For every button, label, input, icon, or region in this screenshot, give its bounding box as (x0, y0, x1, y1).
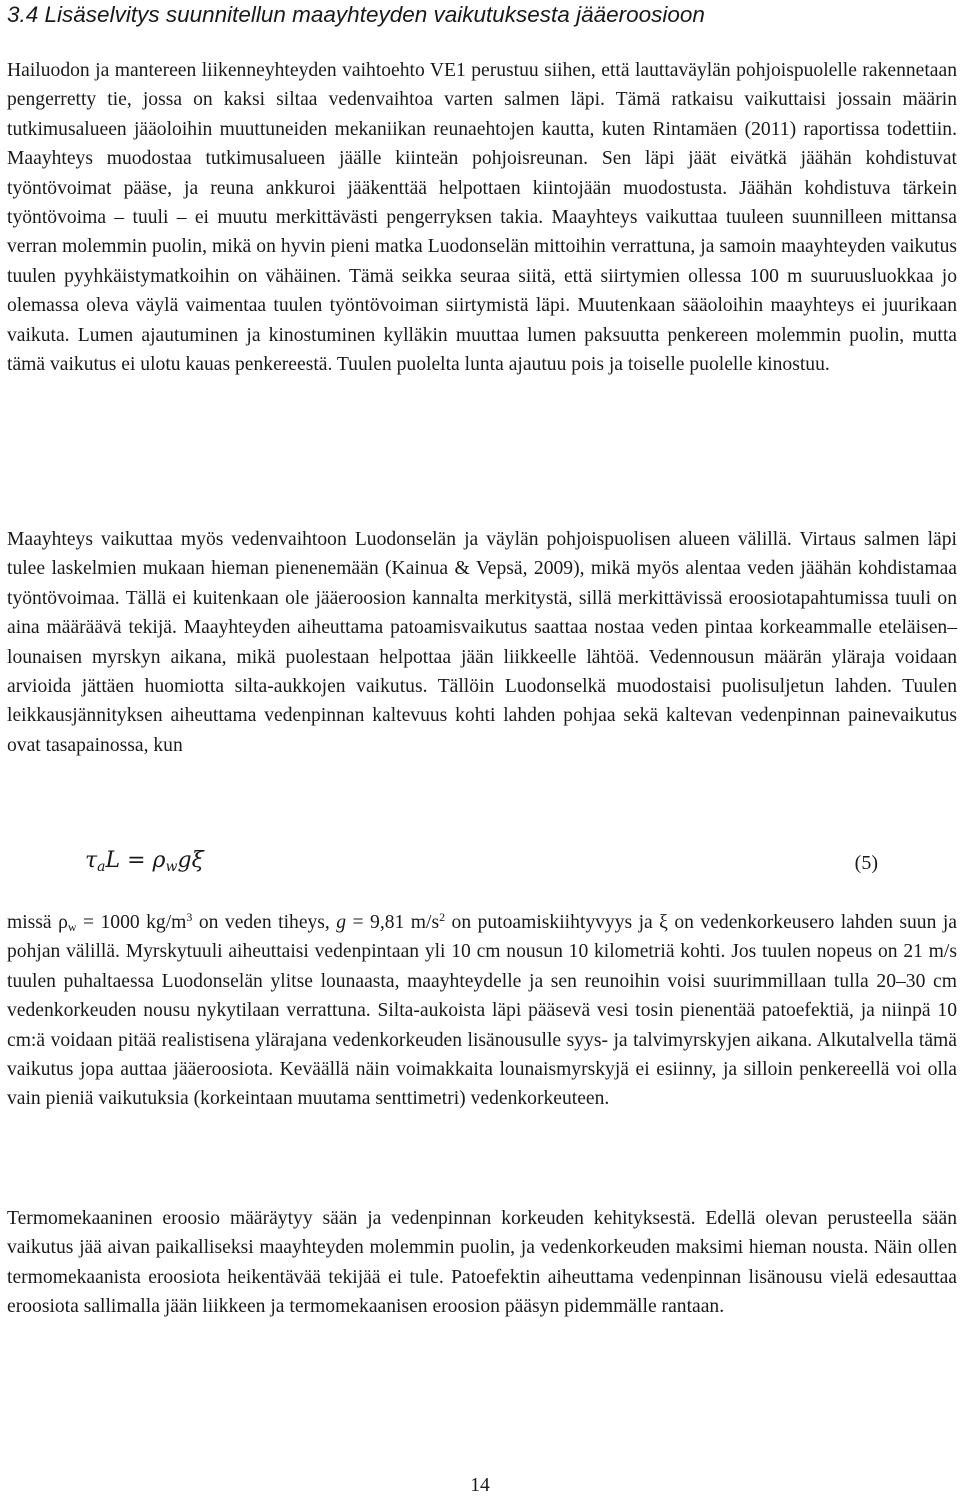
paragraph-4: Termomekaaninen eroosio määräytyy sään ja vedenpinnan korkeuden kehityksestä. Edellä olevan perusteella sään vaikutus jää aivan paikalliseksi maayhteyden molemmin puolin, ja vedenkorkeuden maksimi hieman nousta. Näin ollen termomekaanista eroosiota heikentävää tekijää ei tule. Patoefektin aiheuttama vedenpinnan lisänousu vielä edesauttaa eroosiota sallimalla jään liikkeen ja termomekaanisen eroosion pääsyn pidemmälle rantaan. (7, 1208, 957, 1318)
p3-g-symbol: g (336, 912, 347, 933)
p3-part5: on putoamiskiihtyvyys ja ξ on vedenkorkeusero lahden suun ja pohjan välillä. Myrskytuuli aiheuttaisi vedenpintaan yli 10 cm nousun 10 kilometriä kohti. Jos tuulen nopeus on 21 m/s tuulen puhaltaessa Luodonselän ylitse lounaasta, maayhteydelle ja sen reunoihin voisi suurimmillaan tulla 20–30 cm vedenkorkeuden nousu nykytilaan verrattuna. Silta-aukoista läpi pääsevä vesi tosin pienentää patoefektiä, ja niinpä 10 cm:ä voidaan pitää realistisena ylärajana vedenkorkeuden lisänousulle syys- ja talvimyrskyjen aikana. Alkutalvella tämä vaikutus jopa auttaa jääeroosiota. Keväällä näin voimakkaita lounaismyrskyjä ei esiinny, ja silloin penkereellä voi olla vain pieniä vaikutuksia (korkeintaan muutama senttimetri) vedenkorkeuteen. (7, 912, 957, 1110)
p3-part2: = 1000 kg/m (76, 912, 187, 933)
p3-part4: = 9,81 m/s (346, 912, 440, 933)
equation-rho-subscript: w (165, 859, 178, 875)
section-heading: 3.4 Lisäselvitys suunnitellun maayhteyden vaikutuksesta jääeroosioon (7, 2, 705, 27)
paragraph-2: Maayhteys vaikuttaa myös vedenvaihtoon Luodonselän ja väylän pohjoispuolisen alueen välillä. Virtaus salmen läpi tulee laskelmien mukaan hieman pienenemään (Kainua & Vepsä, 2009), mikä myös alentaa veden jäähän kohdistamaa työntövoimaa. Tällä ei kuitenkaan ole jääeroosion kannalta merkitystä, sillä merkittävissä eroosiotapahtumissa tuuli on aina määräävä tekijä. Maayhteyden aiheuttama patoamisvaikutus saattaa nostaa veden pintaa korkeammalle eteläisen–lounaisen myrskyn aikana, mikä puolestaan helpottaa jään liikkeelle lähtöä. Vedennousun määrän yläraja voidaan arvioida jättäen huomiotta silta-aukkojen vaikutus. Tällöin Luodonselkä muodostaisi puolisuljetun lahden. Tuulen leikkausjännityksen aiheuttama vedenpinnan kaltevuus kohti lahden pohjaa sekä kaltevan vedenpinnan painevaikutus ovat tasapainossa, kun (7, 529, 957, 756)
paragraph-3 (7, 908, 957, 1114)
p3-rho-subscript: w (67, 920, 77, 934)
equation-5 (85, 846, 204, 882)
equation-tau-subscript: a (97, 859, 106, 875)
equation-tau: τ (85, 848, 98, 873)
p3-part3: on veden tiheys, (192, 912, 337, 933)
equation-middle: L = ρ (105, 848, 166, 873)
p3-exponent-2: 2 (439, 910, 446, 924)
page-number: 14 (470, 1475, 490, 1496)
p3-part1: missä ρ (7, 912, 68, 933)
equation-number: (5) (854, 852, 878, 874)
p3-exponent-3: 3 (186, 910, 193, 924)
paragraph-1: Hailuodon ja mantereen liikenneyhteyden vaihtoehto VE1 perustuu siihen, että lauttaväylän pohjoispuolelle rakennetaan pengerretty tie, jossa on kaksi siltaa vedenvaihtoa varten salmen läpi. Tämä ratkaisu vaikuttaisi jossain määrin tutkimusalueen jääoloihin muuttuneiden mekaniikan reunaehtojen kautta, kuten Rintamäen (2011) raportissa todettiin. Maayhteys muodostaa tutkimusalueen jäälle kiinteän pohjoisreunan. Sen läpi jäät eivätkä jäähän kohdistuvat työntövoimat pääse, ja reuna ankkuroi jääkenttää helpottaen kiintojään muodostusta. Jäähän kohdistuva tärkein työntövoima – tuuli – ei muutu merkittävästi pengerryksen takia. Maayhteys vaikuttaa tuuleen suunnilleen mittansa verran molemmin puolin, mikä on hyvin pieni matka Luodonselän mittoihin verrattuna, ja samoin maayhteyden vaikutus tuulen pyyhkäistymatkoihin on vähäinen. Tämä seikka seuraa siitä, että siirtymien ollessa 100 m suuruusluokkaa jo olemassa oleva väylä vaimentaa tuulen työntövoiman siirtymistä läpi. Muutenkaan sääoloihin maayhteys ei juurikaan vaikuta. Lumen ajautuminen ja kinostuminen kylläkin muuttaa lumen paksuutta penkereen molemmin puolin, mutta tämä vaikutus ei ulotu kauas penkereestä. Tuulen puolelta lunta ajautuu pois ja toiselle puolelle kinostuu. (7, 60, 957, 376)
equation-tail: gξ (177, 848, 204, 873)
